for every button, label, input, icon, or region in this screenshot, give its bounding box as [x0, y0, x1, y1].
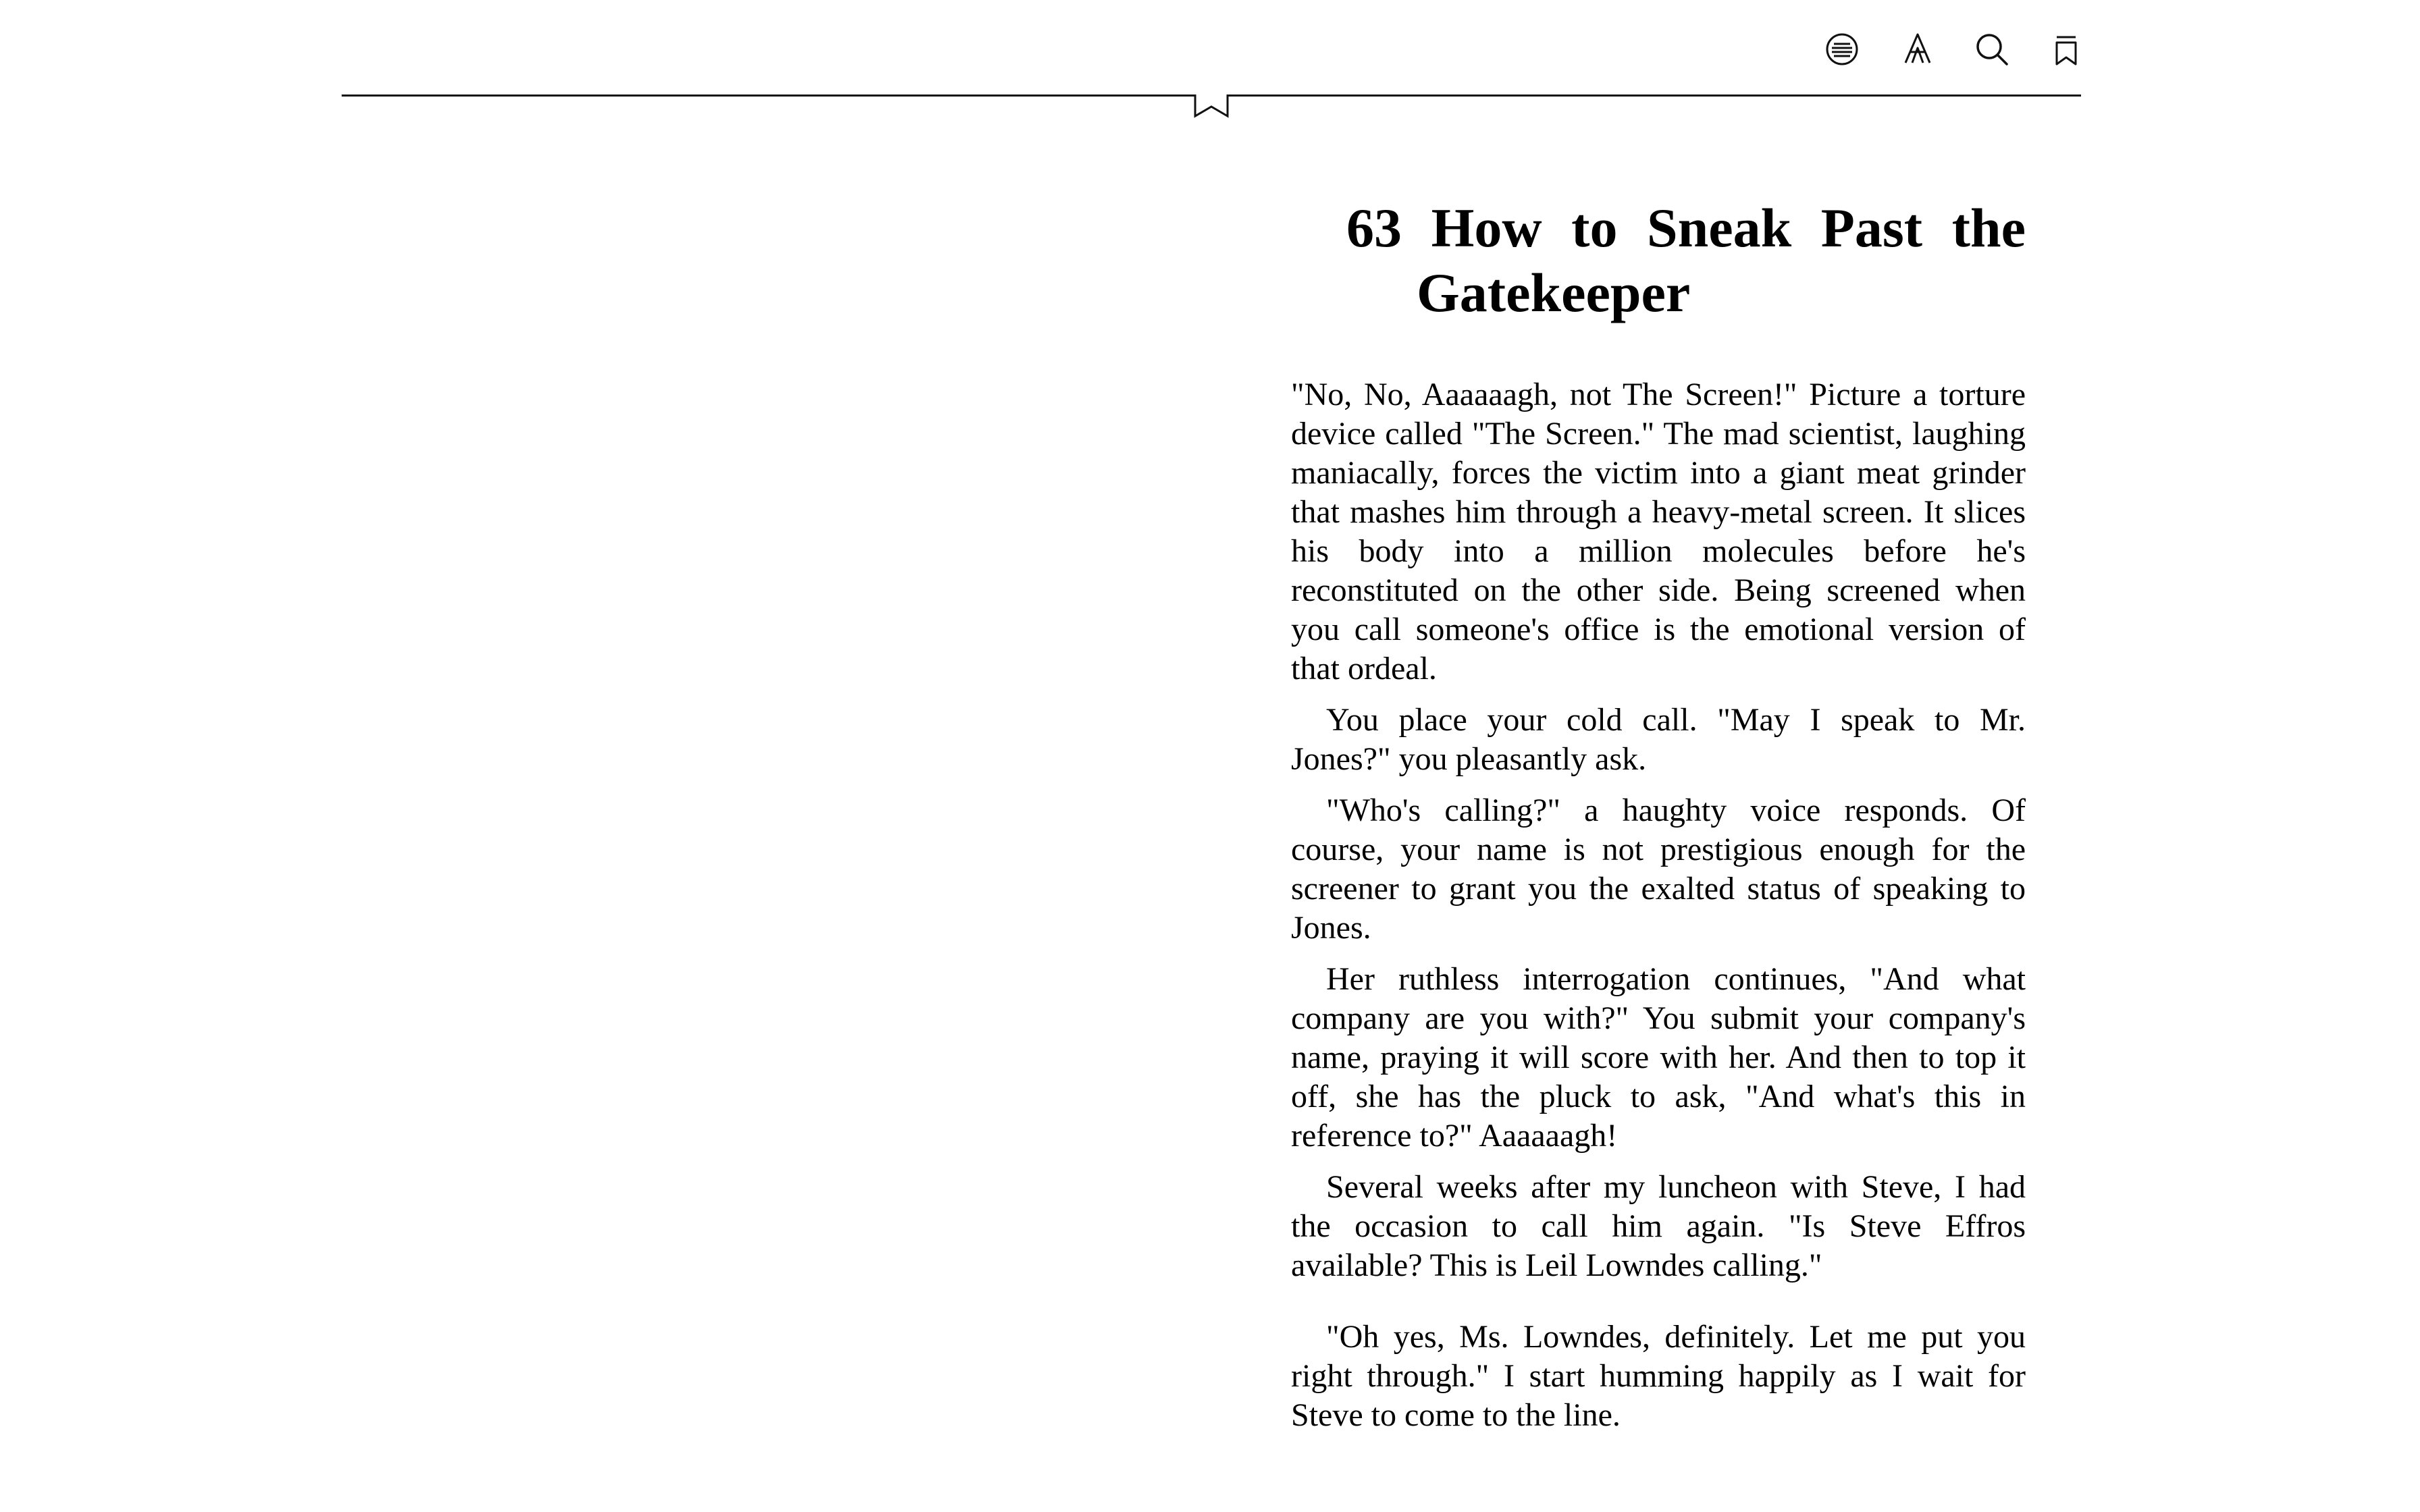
paragraph: Several weeks after my luncheon with Steve, I had the occasion to call him again. "Is Steve Effros available? This is Leil Lowndes calling." [1291, 1169, 2026, 1283]
left-page [342, 135, 1194, 1458]
paragraph: "Who's calling?" a haughty voice responds. Of course, your name is not prestigious enough for the screener to grant you the exalted status of speaking to Jones. [1291, 792, 2026, 946]
paragraph: Her ruthless interrogation continues, "And what company are you with?" You submit your company's name, praying it will score with her. And then to top it off, she has the pluck to ask, "And what's this in reference to?" Aaaaaagh! [1291, 961, 2026, 1154]
paragraph: "Oh yes, Ms. Lowndes, definitely. Let me put you right through." I start humming happily as I wait for Steve to come to the line. [1291, 1319, 2026, 1433]
contents-icon[interactable] [1823, 30, 1861, 68]
page-divider-right [1229, 94, 2081, 97]
font-settings-icon[interactable] [1899, 30, 1937, 68]
chapter-title-line-1: 63 How to Sneak Past the [1346, 197, 2026, 259]
chapter-title [1291, 196, 2026, 325]
bookmark-ribbon-icon[interactable] [1192, 94, 1230, 119]
paragraph: You place your cold call. "May I speak to Mr. Jones?" you pleasantly ask. [1291, 702, 2026, 777]
page-divider-left [342, 94, 1194, 97]
paragraph: "No, No, Aaaaaagh, not The Screen!" Picture a torture device called "The Screen." The mad scientist, laughing maniacally, forces the victim into a giant meat grinder that mashes him through a heavy-metal screen. It slices his body into a million molecules before he's reconstituted on the other side. Being screened when you call someone's office is the emotional version of that ordeal. [1291, 377, 2026, 686]
search-icon[interactable] [1973, 30, 2011, 68]
right-page [1291, 196, 2026, 1447]
chapter-title-line-2: Gatekeeper [1417, 262, 1691, 323]
bookmark-icon[interactable] [2047, 30, 2085, 68]
